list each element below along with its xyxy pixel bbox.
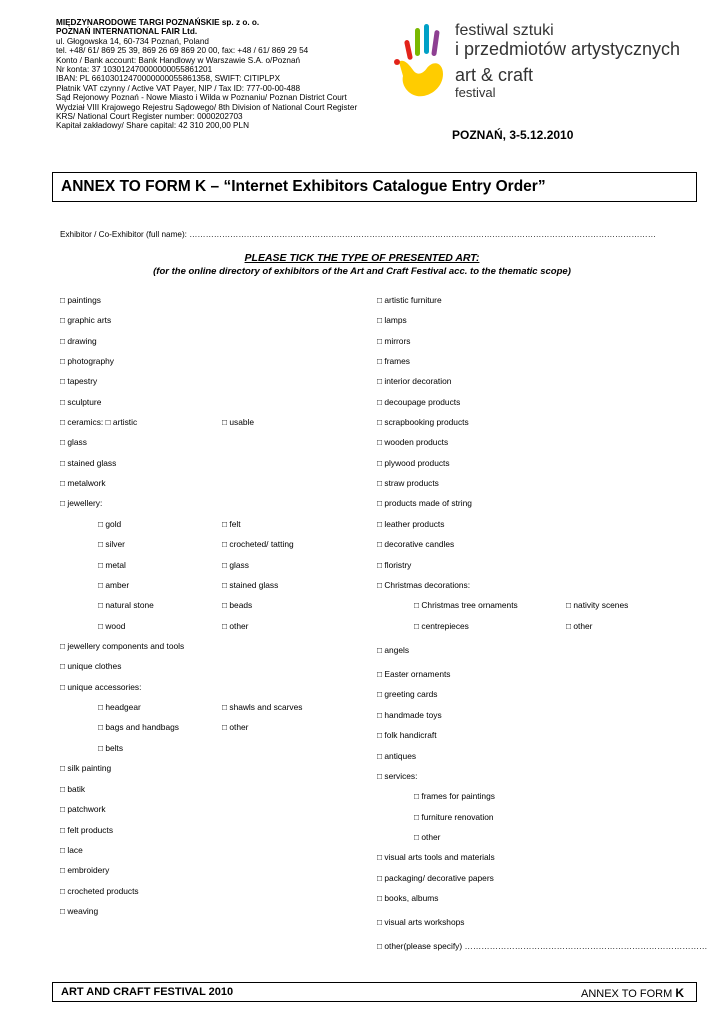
- checkbox-centrepieces[interactable]: □ centrepieces: [414, 621, 469, 631]
- checkbox-scrapbooking[interactable]: □ scrapbooking products: [377, 417, 469, 427]
- section-subheading: (for the online directory of exhibitors of the Art and Craft Festival acc. to the thematic scope): [153, 266, 571, 277]
- checkbox-bags-handbags[interactable]: □ bags and handbags: [98, 722, 179, 732]
- checkbox-christmas-tree-ornaments[interactable]: □ Christmas tree ornaments: [414, 600, 518, 610]
- checkbox-handmade-toys[interactable]: □ handmade toys: [377, 710, 442, 720]
- checkbox-floristry[interactable]: □ floristry: [377, 560, 412, 570]
- section-heading: PLEASE TICK THE TYPE OF PRESENTED ART:: [244, 252, 480, 264]
- logo-line2: i przedmiotów artystycznych: [455, 39, 681, 59]
- checkbox-plywood-products[interactable]: □ plywood products: [377, 458, 450, 468]
- checkbox-sculpture[interactable]: □ sculpture: [60, 397, 102, 407]
- checkbox-accessories-other[interactable]: □ other: [222, 722, 249, 732]
- checkbox-frames[interactable]: □ frames: [377, 356, 410, 366]
- company-line: Sąd Rejonowy Poznań - Nowe Miasto i Wilda w Poznaniu/ Poznan District Court: [56, 93, 347, 103]
- company-line: Kapitał zakładowy/ Share capital: 42 310 200,00 PLN: [56, 121, 249, 131]
- checkbox-jewellery-components[interactable]: □ jewellery components and tools: [60, 641, 185, 651]
- checkbox-jewellery-gold[interactable]: □ gold: [98, 519, 122, 529]
- checkbox-christmas-other[interactable]: □ other: [566, 621, 593, 631]
- checkbox-visual-arts-tools[interactable]: □ visual arts tools and materials: [377, 852, 495, 862]
- checkbox-jewellery-silver[interactable]: □ silver: [98, 539, 125, 549]
- checkbox-christmas-decorations[interactable]: □ Christmas decorations:: [377, 580, 471, 590]
- checkbox-jewellery-stained-glass[interactable]: □ stained glass: [222, 580, 279, 590]
- footer-box: [52, 982, 697, 1002]
- checkbox-wooden-products[interactable]: □ wooden products: [377, 437, 449, 447]
- company-line: KRS/ National Court Register number: 0000202703: [56, 112, 243, 122]
- checkbox-leather-products[interactable]: □ leather products: [377, 519, 445, 529]
- checkbox-frames-for-paintings[interactable]: □ frames for paintings: [414, 791, 495, 801]
- checkbox-mirrors[interactable]: □ mirrors: [377, 336, 411, 346]
- checkbox-straw-products[interactable]: □ straw products: [377, 478, 439, 488]
- company-line: tel. +48/ 61/ 869 25 39, 869 26 69 869 20 00, fax: +48 / 61/ 869 29 54: [56, 46, 309, 56]
- checkbox-belts[interactable]: □ belts: [98, 743, 124, 753]
- checkbox-embroidery[interactable]: □ embroidery: [60, 865, 110, 875]
- footer-left: ART AND CRAFT FESTIVAL 2010: [61, 986, 234, 998]
- checkbox-jewellery-glass[interactable]: □ glass: [222, 560, 249, 570]
- checkbox-headgear[interactable]: □ headgear: [98, 702, 141, 712]
- checkbox-packaging-papers[interactable]: □ packaging/ decorative papers: [377, 873, 494, 883]
- checkbox-graphic-arts[interactable]: □ graphic arts: [60, 315, 112, 325]
- checkbox-interior-decoration[interactable]: □ interior decoration: [377, 376, 452, 386]
- checkbox-jewellery-amber[interactable]: □ amber: [98, 580, 130, 590]
- checkbox-nativity-scenes[interactable]: □ nativity scenes: [566, 600, 629, 610]
- checkbox-ceramics-usable[interactable]: □ usable: [222, 417, 255, 427]
- logo-line1: festiwal sztuki: [455, 22, 554, 39]
- checkbox-other-specify[interactable]: □ other(please specify) ……………………………………………………………………………: [377, 941, 708, 951]
- checkbox-jewellery-other[interactable]: □ other: [222, 621, 249, 631]
- checkbox-jewellery-wood[interactable]: □ wood: [98, 621, 126, 631]
- hand-logo-icon: [393, 18, 453, 102]
- checkbox-batik[interactable]: □ batik: [60, 784, 86, 794]
- checkbox-visual-arts-workshops[interactable]: □ visual arts workshops: [377, 917, 465, 927]
- checkbox-folk-handicraft[interactable]: □ folk handicraft: [377, 730, 437, 740]
- checkbox-silk-painting[interactable]: □ silk painting: [60, 763, 112, 773]
- checkbox-services[interactable]: □ services:: [377, 771, 418, 781]
- company-name-pl: MIĘDZYNARODOWE TARGI POZNAŃSKIE sp. z o. o.: [56, 18, 260, 27]
- checkbox-jewellery-felt[interactable]: □ felt: [222, 519, 241, 529]
- checkbox-jewellery-natural-stone[interactable]: □ natural stone: [98, 600, 154, 610]
- checkbox-drawing[interactable]: □ drawing: [60, 336, 97, 346]
- footer-right-letter: K: [675, 986, 684, 1000]
- checkbox-greeting-cards[interactable]: □ greeting cards: [377, 689, 438, 699]
- city-date: POZNAŃ, 3-5.12.2010: [452, 128, 574, 142]
- checkbox-lamps[interactable]: □ lamps: [377, 315, 407, 325]
- footer-right-text: ANNEX TO FORM: [580, 988, 673, 1000]
- checkbox-jewellery-crocheted[interactable]: □ crocheted/ tatting: [222, 539, 294, 549]
- checkbox-jewellery-beads[interactable]: □ beads: [222, 600, 253, 610]
- checkbox-stained-glass[interactable]: □ stained glass: [60, 458, 117, 468]
- checkbox-crocheted-products[interactable]: □ crocheted products: [60, 886, 139, 896]
- checkbox-unique-accessories[interactable]: □ unique accessories:: [60, 682, 142, 692]
- checkbox-books-albums[interactable]: □ books, albums: [377, 893, 439, 903]
- checkbox-antiques[interactable]: □ antiques: [377, 751, 417, 761]
- checkbox-photography[interactable]: □ photography: [60, 356, 114, 366]
- checkbox-furniture-renovation[interactable]: □ furniture renovation: [414, 812, 494, 822]
- company-name-en: POZNAŃ INTERNATIONAL FAIR Ltd.: [56, 27, 198, 37]
- checkbox-decoupage[interactable]: □ decoupage products: [377, 397, 461, 407]
- page-title: ANNEX TO FORM K – “Internet Exhibitors Catalogue Entry Order”: [61, 178, 546, 195]
- title-box: [52, 172, 697, 202]
- company-line: Nr konta: 37 103012470000000055861201: [56, 65, 213, 75]
- checkbox-jewellery-metal[interactable]: □ metal: [98, 560, 126, 570]
- checkbox-tapestry[interactable]: □ tapestry: [60, 376, 98, 386]
- company-line: Wydział VIII Krajowego Rejestru Sądowego/ 8th Division of National Court Register: [56, 102, 358, 112]
- checkbox-decorative-candles[interactable]: □ decorative candles: [377, 539, 455, 549]
- checkbox-shawls-scarves[interactable]: □ shawls and scarves: [222, 702, 303, 712]
- checkbox-string-products[interactable]: □ products made of string: [377, 498, 472, 508]
- checkbox-paintings[interactable]: □ paintings: [60, 295, 101, 305]
- checkbox-jewellery[interactable]: □ jewellery:: [60, 498, 103, 508]
- checkbox-weaving[interactable]: □ weaving: [60, 906, 99, 916]
- checkbox-patchwork[interactable]: □ patchwork: [60, 804, 106, 814]
- checkbox-angels[interactable]: □ angels: [377, 645, 410, 655]
- checkbox-metalwork[interactable]: □ metalwork: [60, 478, 106, 488]
- checkbox-lace[interactable]: □ lace: [60, 845, 83, 855]
- company-line: Płatnik VAT czynny / Active VAT Payer, NIP / Tax ID: 777-00-00-488: [56, 83, 301, 93]
- company-info: [56, 18, 386, 131]
- exhibitor-name-field[interactable]: Exhibitor / Co-Exhibitor (full name): ………………………………………………………………………………………………………………………………………………………: [60, 230, 656, 239]
- checkbox-artistic-furniture[interactable]: □ artistic furniture: [377, 295, 442, 305]
- checkbox-easter-ornaments[interactable]: □ Easter ornaments: [377, 669, 451, 679]
- company-line: ul. Głogowska 14, 60-734 Poznań, Poland: [56, 36, 209, 46]
- footer-right: [581, 986, 684, 1000]
- logo-line3: art & craft: [455, 65, 534, 85]
- logo-line4: festival: [455, 85, 496, 100]
- checkbox-unique-clothes[interactable]: □ unique clothes: [60, 661, 122, 671]
- company-line: Konto / Bank account: Bank Handlowy w Warszawie S.A. o/Poznań: [56, 55, 301, 65]
- company-line: IBAN: PL 66103012470000000055861358, SWIFT: CITIPLPX: [56, 74, 281, 84]
- checkbox-services-other[interactable]: □ other: [414, 832, 441, 842]
- festival-logo: [393, 18, 693, 102]
- checkbox-ceramics-artistic[interactable]: □ ceramics: □ artistic: [60, 417, 138, 427]
- checkbox-felt-products[interactable]: □ felt products: [60, 825, 114, 835]
- checkbox-glass[interactable]: □ glass: [60, 437, 87, 447]
